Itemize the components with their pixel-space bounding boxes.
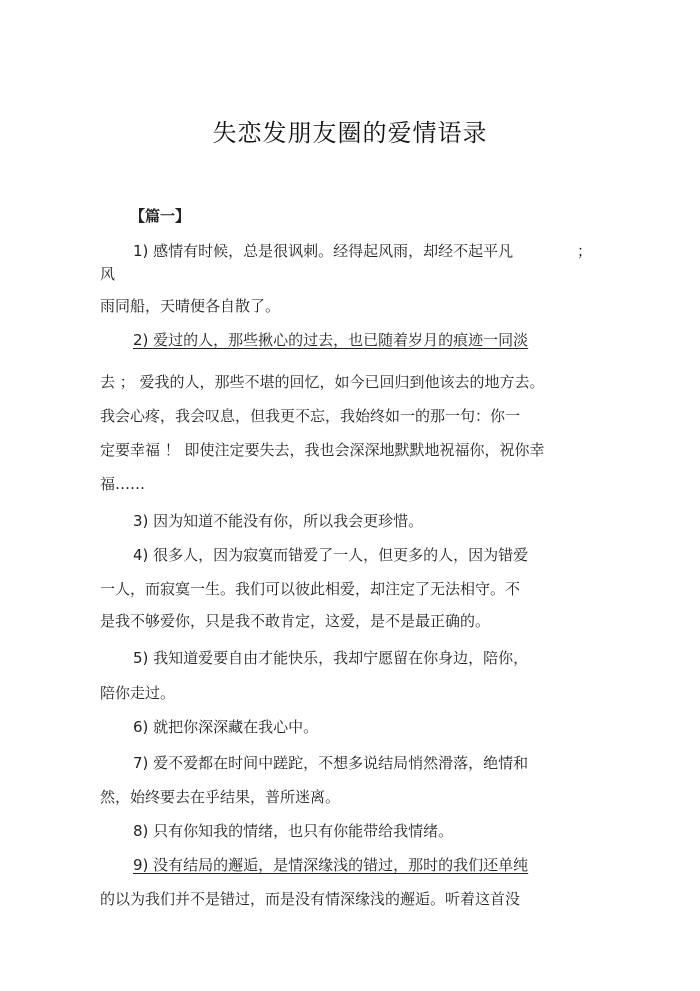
paragraph-line: 一人，而寂寞一生。我们可以彼此相爱，却注定了无法相守。不: [100, 580, 521, 598]
paragraph-line: 我会心疼，我会叹息，但我更不忘，我始终如一的那一句：你一: [100, 407, 521, 425]
paragraph-line: 的以为我们并不是错过，而是没有情深缘浅的邂逅。听着这首没: [100, 890, 521, 908]
paragraph-line: 8) 只有你知我的情绪，也只有你能带给我情绪。: [133, 822, 454, 840]
paragraph-line: 雨同船，天晴便各自散了。: [100, 297, 281, 315]
section-heading: 【篇一】: [130, 207, 191, 225]
paragraph-line: 然，始终要去在乎结果，普所迷离。: [100, 788, 341, 806]
paragraph-line: 9) 没有结局的邂逅，是情深缘浅的错过，那时的我们还单纯: [133, 856, 529, 874]
paragraph-line: 定要幸福 ！ 即使注定要失去，我也会深深地默默地祝福你，祝你幸: [100, 441, 545, 459]
paragraph-line: 是我不够爱你，只是我不敢肯定，这爱，是不是最正确的。: [100, 612, 491, 630]
paragraph-line: 4) 很多人，因为寂寞而错爱了一人，但更多的人，因为错爱: [133, 546, 529, 564]
paragraph-line: 风: [100, 265, 116, 283]
paragraph-line: 陪你走过。: [100, 684, 176, 702]
paragraph-line: 1) 感情有时候，总是很讽刺。经得起风雨，却经不起平凡: [133, 242, 514, 260]
paragraph-line: 7) 爱不爱都在时间中蹉跎，不想多说结局悄然滑落，绝情和: [133, 754, 529, 772]
paragraph-line: 2) 爱过的人，那些揪心的过去，也已随着岁月的痕迹一同淡: [133, 331, 529, 349]
paragraph-line: 去 ； 爱我的人，那些不堪的回忆，如今已回归到他该去的地方去。: [100, 373, 545, 391]
paragraph-line: 5) 我知道爱要自由才能快乐，我却宁愿留在你身边，陪你，: [133, 649, 529, 667]
document-title: 失恋发朋友圈的爱情语录: [212, 119, 488, 147]
paragraph-line: 3) 因为知道不能没有你，所以我会更珍惜。: [133, 512, 424, 530]
paragraph-line: 6) 就把你深深藏在我心中。: [133, 718, 319, 736]
paragraph-line: 福……: [100, 475, 146, 493]
paragraph-line: ；: [577, 242, 593, 260]
